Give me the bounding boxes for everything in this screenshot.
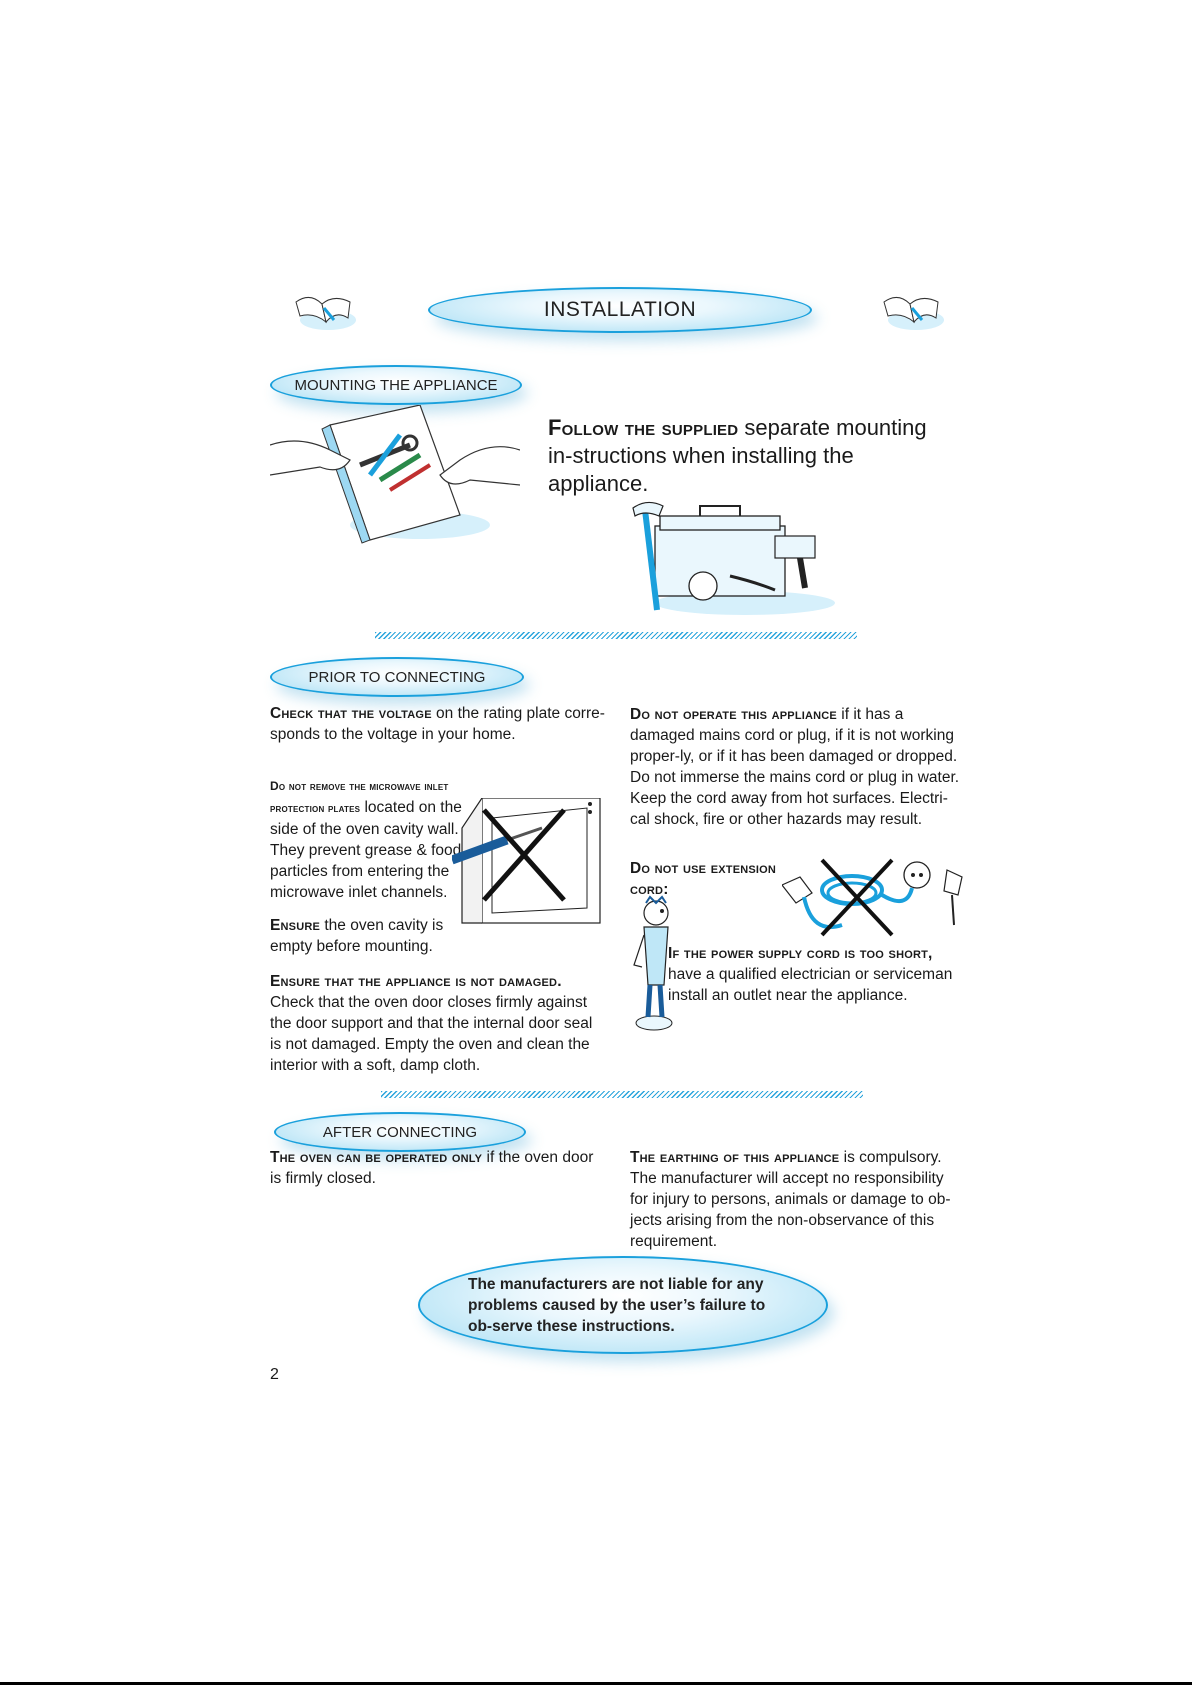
body-text: the oven cavity is empty before mounting.	[270, 917, 444, 955]
body-text: located on the side of the oven cavity wall. They prevent grease & food particles from entering the microwave inlet channels.	[270, 799, 462, 901]
notice-text: The manufacturers are not liable for any problems caused by the user’s failure to ob-serve these instructions.	[468, 1275, 766, 1335]
hands-manual-illustration	[270, 405, 520, 545]
do-not-operate-paragraph	[630, 704, 965, 830]
lead-text: Follow the supplied	[548, 415, 739, 440]
section-divider	[381, 1091, 863, 1098]
body-text: if the oven door is firmly closed.	[270, 1149, 594, 1187]
ensure-empty-paragraph	[270, 915, 460, 957]
book-icon	[290, 290, 360, 334]
body-text: have a qualified electrician or serviceman install an outlet near the appliance.	[668, 966, 953, 1004]
lead-text: Do not operate this appliance	[630, 706, 837, 723]
lead-text: Check that the voltage	[270, 705, 432, 722]
extension-cord-crossed-illustration	[782, 855, 967, 940]
not-damaged-paragraph	[270, 971, 605, 1076]
lead-text: Do not remove the microwave inlet protection plates	[270, 779, 449, 815]
operated-only-paragraph	[270, 1147, 605, 1189]
earthing-paragraph	[630, 1147, 965, 1252]
liability-notice	[418, 1256, 828, 1354]
page-number: 2	[270, 1366, 279, 1383]
oven-cavity-crossed-illustration	[452, 798, 602, 930]
body-text: separate mounting in-structions when installing the appliance.	[548, 415, 927, 496]
section-title-after	[274, 1112, 526, 1152]
voltage-paragraph	[270, 703, 605, 745]
body-text: Check that the oven door closes firmly against the door support and that the internal door seal is not damaged. Empty the oven and clean the interior with a soft, damp cloth.	[270, 994, 593, 1074]
lead-text: If the power supply cord is too short,	[668, 945, 933, 962]
body-text: is compulsory. The manufacturer will accept no responsibility for injury to persons, animals or damage to ob-jects arising from the non-observance of this requirement.	[630, 1149, 951, 1250]
lead-text: The earthing of this appliance	[630, 1149, 840, 1166]
section-title-text: MOUNTING THE APPLIANCE	[294, 376, 498, 394]
toolbox-illustration	[625, 498, 835, 618]
lead-text: Do not use extension cord:	[630, 860, 777, 898]
lead-text: Ensure that the appliance is not damaged.	[270, 973, 562, 990]
lead-text: Ensure	[270, 917, 321, 934]
inlet-plates-paragraph	[270, 775, 470, 903]
body-text: if it has a damaged mains cord or plug, if it is not working proper-ly, or if it has been damaged or dropped. Do not immerse the mains cord or plug in water. Keep the cord away from hot surfaces. Electri-cal shock, fire or other hazards may result.	[630, 706, 960, 828]
page-title	[428, 287, 812, 333]
section-title-text: PRIOR TO CONNECTING	[308, 668, 486, 686]
lead-text: The oven can be operated only	[270, 1149, 483, 1166]
mounting-paragraph	[548, 414, 948, 498]
section-title-mounting	[270, 365, 522, 405]
section-title-prior	[270, 657, 524, 697]
section-title-text: AFTER CONNECTING	[322, 1123, 478, 1141]
page-title-text: INSTALLATION	[543, 298, 697, 321]
book-icon	[878, 290, 948, 334]
body-text: on the rating plate corre-sponds to the voltage in your home.	[270, 705, 605, 743]
cord-too-short-paragraph	[668, 943, 965, 1006]
section-divider	[375, 632, 857, 639]
